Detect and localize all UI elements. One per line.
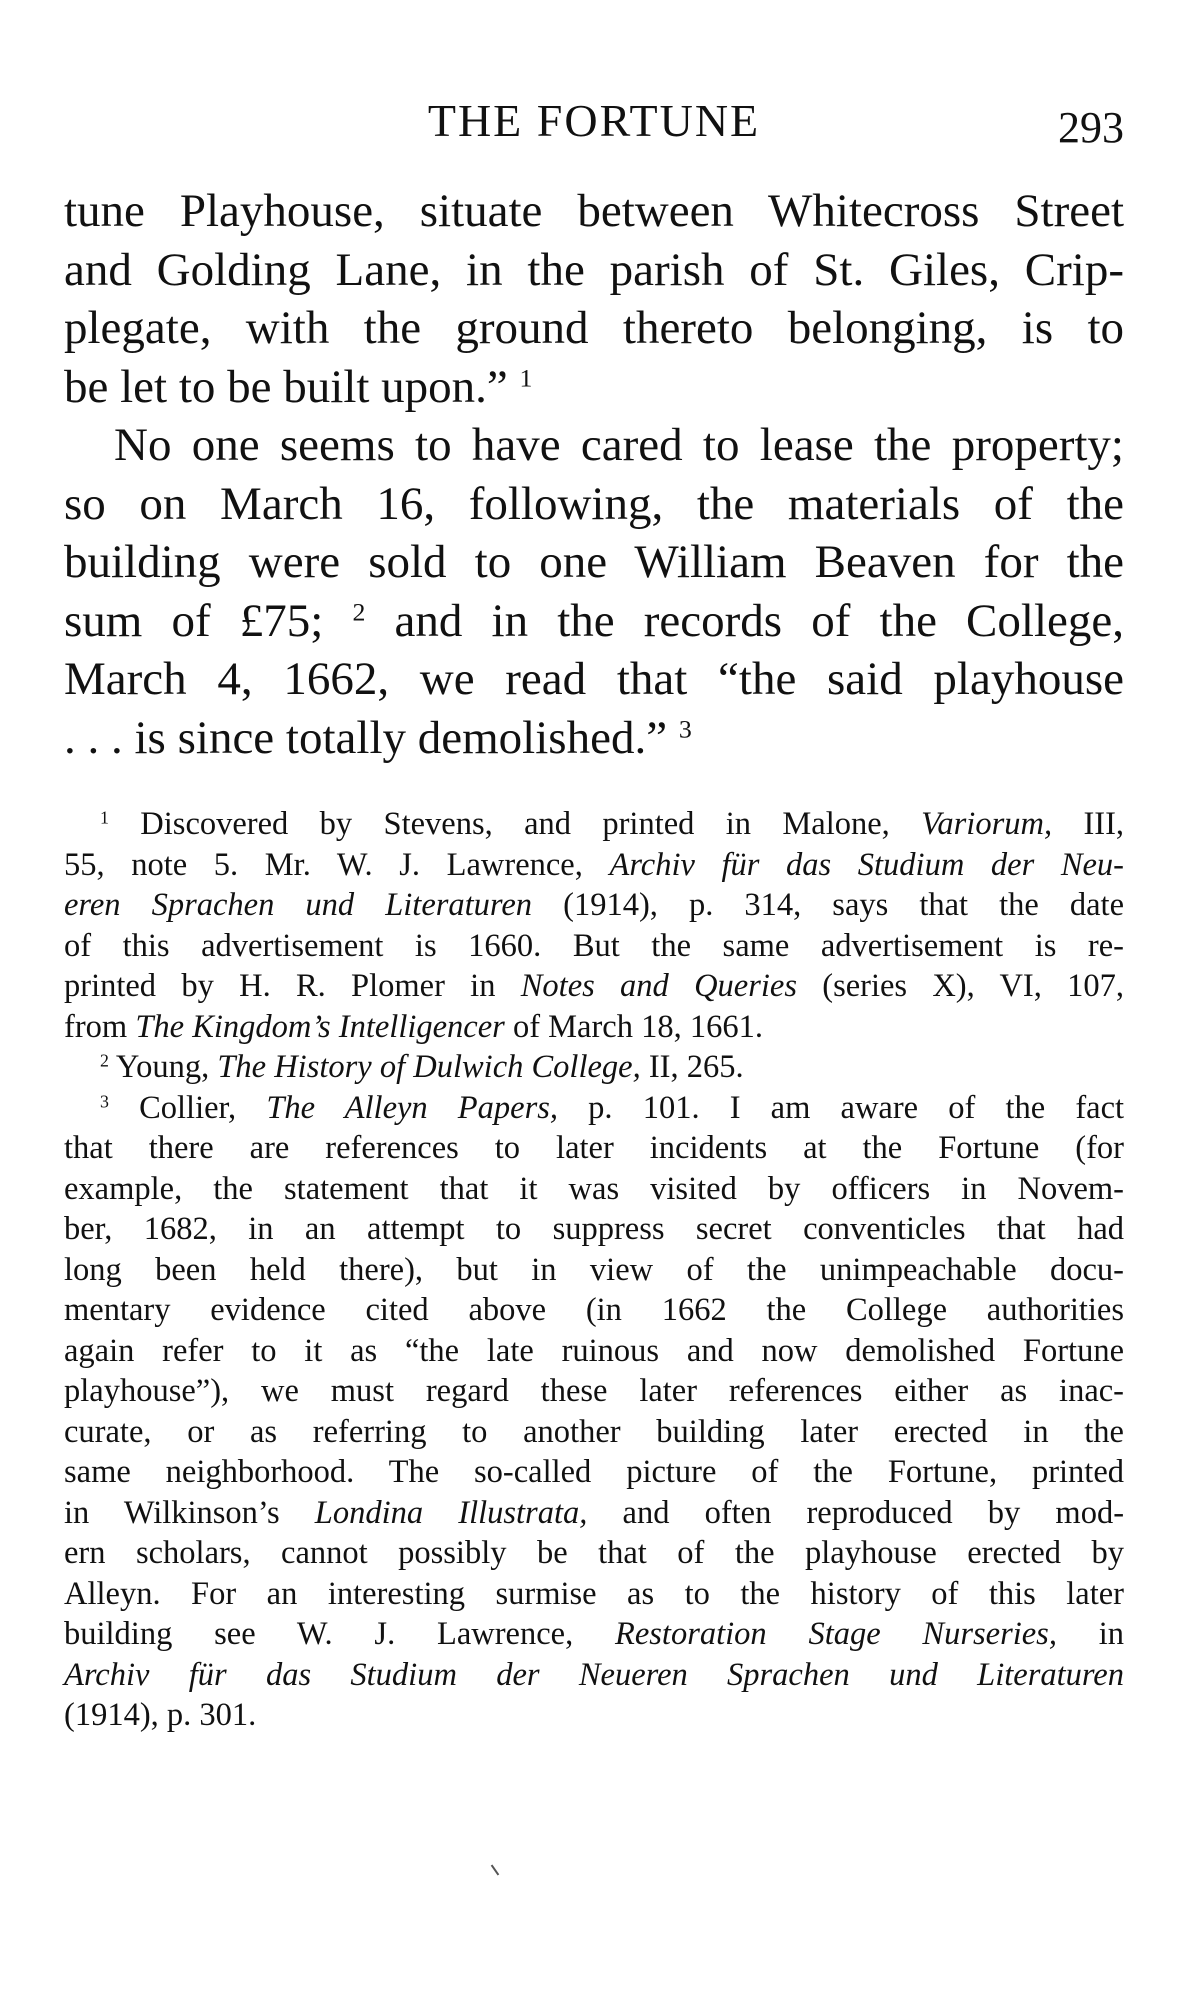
footnotes xyxy=(64,804,1124,1736)
footnote-line xyxy=(64,885,1124,926)
text-line: No one seems to have cared to lease the property; xyxy=(114,419,1124,471)
footnote-line: example, the statement that it was visited by officers in Novem- xyxy=(64,1170,1124,1207)
footnote-reference: 1 xyxy=(519,363,533,392)
footnote-mark: 3 xyxy=(100,1090,109,1111)
text-segment: and in the records of the College, xyxy=(394,594,1124,647)
footnote-reference: 3 xyxy=(678,714,692,743)
footnote-2 xyxy=(64,1047,1124,1088)
text-segment: building see W. J. Lawrence, xyxy=(64,1616,574,1652)
text-line xyxy=(64,709,1124,768)
text-segment: printed by H. R. Plomer in xyxy=(64,968,496,1004)
text-segment: 55, note 5. Mr. W. J. Lawrence, xyxy=(64,846,583,883)
text-line: building were sold to one William Beaven for the xyxy=(64,536,1124,588)
text-segment: in xyxy=(1098,1616,1125,1652)
text-segment: from xyxy=(64,1008,128,1045)
footnote-line: of this advertisement is 1660. But the same advertisement is re- xyxy=(64,927,1124,964)
footnote-line: that there are references to later incidents at the Fortune (for xyxy=(64,1130,1124,1166)
text-line: tune Playhouse, situate between Whitecross Street xyxy=(64,185,1124,237)
text-segment: Collier, xyxy=(139,1089,237,1126)
italic-title: The History of Dulwich College, xyxy=(217,1049,641,1085)
italic-title: Notes and Queries xyxy=(520,968,797,1004)
text-segment: (series X), VI, 107, xyxy=(822,968,1125,1004)
text-line xyxy=(64,592,1124,651)
text-segment: II, 265. xyxy=(648,1049,744,1085)
text-segment: be let to be built upon.” xyxy=(64,360,508,413)
footnote-3 xyxy=(64,1088,1124,1129)
footnote-line: Alleyn. For an interesting surmise as to the history of this later xyxy=(64,1575,1124,1612)
italic-title: Archiv für das Studium der Neu- xyxy=(609,846,1125,883)
text-line: so on March 16, following, the materials of the xyxy=(64,477,1124,530)
stray-print-mark xyxy=(491,1865,500,1876)
footnote-line: long been held there), but in view of the unimpeachable docu- xyxy=(64,1251,1124,1288)
footnote-1 xyxy=(64,804,1124,845)
text-segment: . . . is since totally demolished.” xyxy=(64,711,668,764)
footnote-line: ern scholars, cannot possibly be that of the playhouse erected by xyxy=(64,1535,1124,1571)
running-head xyxy=(64,94,1124,154)
text-segment: of March 18, 1661. xyxy=(512,1008,763,1045)
footnote-line xyxy=(64,1007,1124,1048)
footnote-line xyxy=(64,966,1124,1007)
italic-title: The Kingdom’s Intelligencer xyxy=(135,1008,505,1045)
footnote-line xyxy=(64,1493,1124,1534)
footnote-line: curate, or as referring to another building later erected in the xyxy=(64,1413,1124,1450)
text-segment: Young, xyxy=(115,1049,210,1085)
text-segment: in Wilkinson’s xyxy=(64,1494,280,1531)
text-line: plegate, with the ground thereto belonging, is to xyxy=(64,302,1124,354)
italic-title: Londina Illustrata, xyxy=(314,1494,588,1531)
text-segment: and often reproduced by mod- xyxy=(622,1494,1125,1531)
italic-title: Archiv für das Studium der Neueren Sprachen und Literaturen xyxy=(64,1656,1124,1693)
text-segment: (1914), p. 314, says that the date xyxy=(563,887,1125,923)
running-title: THE FORTUNE xyxy=(427,95,761,146)
text-line xyxy=(64,358,1124,417)
italic-title: eren Sprachen und Literaturen xyxy=(64,887,533,923)
footnote-mark: 1 xyxy=(100,807,109,828)
footnote-line: same neighborhood. The so-called picture of the Fortune, printed xyxy=(64,1454,1124,1490)
text-line: March 4, 1662, we read that “the said playhouse xyxy=(64,653,1124,705)
footnote-line: ber, 1682, in an attempt to suppress secret conventicles that had xyxy=(64,1211,1124,1247)
footnote-reference: 2 xyxy=(352,597,366,626)
footnote-line: playhouse”), we must regard these later references either as inac- xyxy=(64,1373,1124,1409)
footnote-mark: 2 xyxy=(100,1050,109,1071)
text-segment: III, xyxy=(1083,806,1125,842)
footnote-line: (1914), p. 301. xyxy=(64,1697,257,1733)
text-segment: p. 101. I am aware of the fact xyxy=(588,1089,1125,1126)
text-segment: Discovered by Stevens, and printed in Malone, xyxy=(140,806,890,842)
italic-title: Variorum, xyxy=(921,806,1053,842)
text-segment: sum of £75; xyxy=(64,594,324,647)
footnote-line: mentary evidence cited above (in 1662 the College authorities xyxy=(64,1292,1124,1328)
footnote-line: again refer to it as “the late ruinous and now demolished Fortune xyxy=(64,1332,1124,1369)
text-line: and Golding Lane, in the parish of St. Giles, Crip- xyxy=(64,243,1124,296)
footnote-line xyxy=(64,1614,1124,1655)
italic-title: Restoration Stage Nurseries, xyxy=(615,1616,1057,1652)
italic-title: The Alleyn Papers, xyxy=(266,1089,559,1126)
footnote-line xyxy=(64,1655,1124,1696)
main-text xyxy=(64,182,1124,767)
page-number: 293 xyxy=(1058,103,1124,152)
footnote-line xyxy=(64,845,1124,886)
